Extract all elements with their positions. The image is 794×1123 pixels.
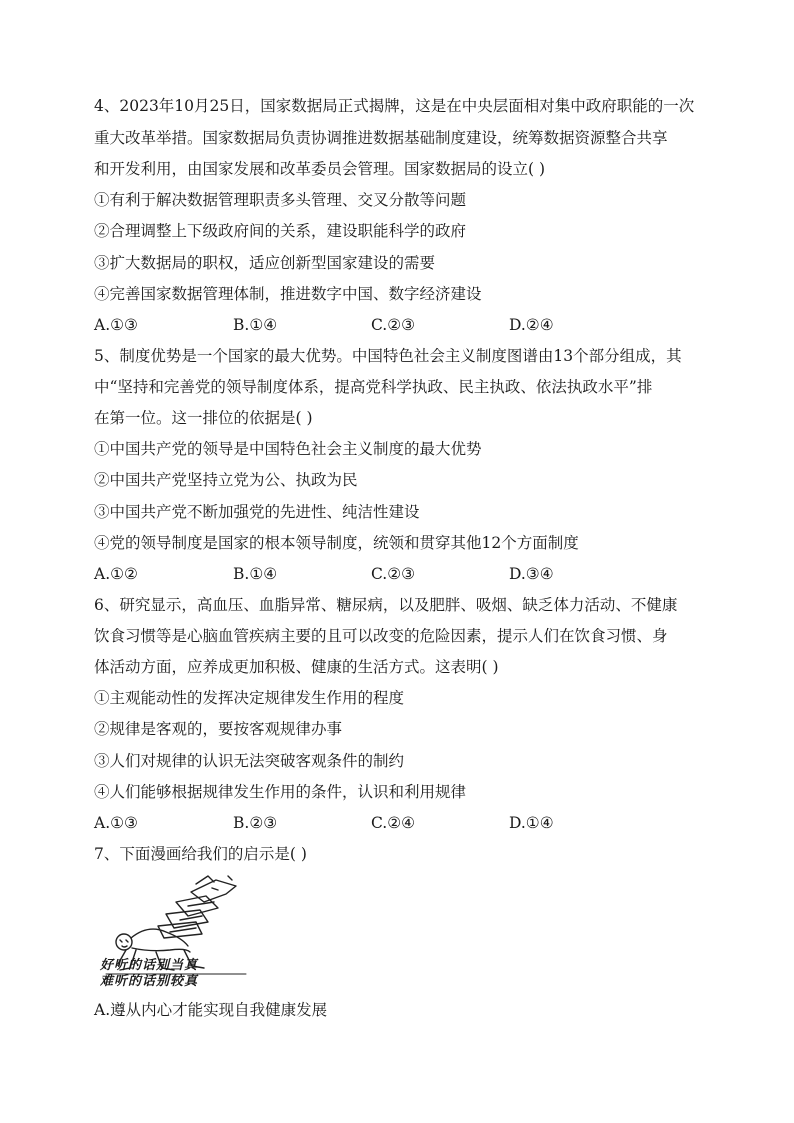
q4-options <box>94 315 714 335</box>
q5-statement-2: ②中国共产党坚持立党为公、执政为民 <box>94 471 358 489</box>
cartoon-caption-line-2: 难听的话别较真 <box>100 974 199 989</box>
q5-options <box>94 564 714 584</box>
q5-option-d[interactable]: D.③④ <box>509 565 554 583</box>
q6-stem-line-3: 体活动方面，应养成更加积极、健康的生活方式。这表明( ) <box>94 658 499 676</box>
q5-stem-line-3: 在第一位。这一排位的依据是( ) <box>94 409 313 427</box>
q4-option-a[interactable]: A.①③ <box>94 316 138 334</box>
q4-statement-3: ③扩大数据局的职权，适应创新型国家建设的需要 <box>94 254 436 272</box>
q5-stem-line-2: 中“坚持和完善党的领导制度体系，提高党科学执政、民主执政、依法执政水平”排 <box>94 378 653 396</box>
q4-stem-line-2: 重大改革举措。国家数据局负责协调推进数据基础制度建设，统筹数据资源整合共享 <box>94 129 668 147</box>
q6-options <box>94 813 714 833</box>
q5-stem-line-1: 5、制度优势是一个国家的最大优势。中国特色社会主义制度图谱由13个部分组成，其 <box>94 347 682 365</box>
q5-statement-3: ③中国共产党不断加强党的先进性、纯洁性建设 <box>94 503 420 521</box>
q6-option-b[interactable]: B.②③ <box>233 814 278 832</box>
q6-statement-3: ③人们对规律的认识无法突破客观条件的制约 <box>94 752 405 770</box>
q4-option-d[interactable]: D.②④ <box>509 316 554 334</box>
q4-stem-line-3: 和开发利用，由国家发展和改革委员会管理。国家数据局的设立( ) <box>94 160 546 178</box>
q4-statement-1: ①有利于解决数据管理职责多头管理、交叉分散等问题 <box>94 191 467 209</box>
q6-stem-line-2: 饮食习惯等是心脑血管疾病主要的且可以改变的危险因素，提示人们在饮食习惯、身 <box>94 627 668 645</box>
q6-statement-4: ④人们能够根据规律发生作用的条件，认识和利用规律 <box>94 783 467 801</box>
q4-option-c[interactable]: C.②③ <box>371 316 416 334</box>
q6-stem-line-1: 6、研究显示，高血压、血脂异常、糖尿病，以及肥胖、吸烟、缺乏体力活动、不健康 <box>94 596 678 614</box>
q4-statement-2: ②合理调整上下级政府间的关系，建设职能科学的政府 <box>94 222 467 240</box>
q4-option-b[interactable]: B.①④ <box>233 316 278 334</box>
q6-option-c[interactable]: C.②④ <box>371 814 416 832</box>
q6-option-d[interactable]: D.①④ <box>509 814 554 832</box>
q5-option-c[interactable]: C.②③ <box>371 565 416 583</box>
q6-option-a[interactable]: A.①③ <box>94 814 138 832</box>
q5-statement-4: ④党的领导制度是国家的根本领导制度，统领和贯穿其他12个方面制度 <box>94 534 579 552</box>
q5-option-a[interactable]: A.①② <box>94 565 138 583</box>
q7-stem-line-1: 7、下面漫画给我们的启示是( ) <box>94 845 307 863</box>
q5-option-b[interactable]: B.①④ <box>233 565 278 583</box>
q4-statement-4: ④完善国家数据管理体制，推进数字中国、数字经济建设 <box>94 285 482 303</box>
q5-statement-1: ①中国共产党的领导是中国特色社会主义制度的最大优势 <box>94 440 482 458</box>
cartoon-caption-line-1: 好听的话别当真 <box>100 958 199 973</box>
q4-stem-line-1: 4、2023年10月25日，国家数据局正式揭牌，这是在中央层面相对集中政府职能的一次 <box>94 97 695 115</box>
q6-statement-2: ②规律是客观的，要按客观规律办事 <box>94 720 343 738</box>
q7-option-a[interactable]: A.遵从内心才能实现自我健康发展 <box>94 1001 328 1019</box>
q6-statement-1: ①主观能动性的发挥决定规律发生作用的程度 <box>94 689 405 707</box>
